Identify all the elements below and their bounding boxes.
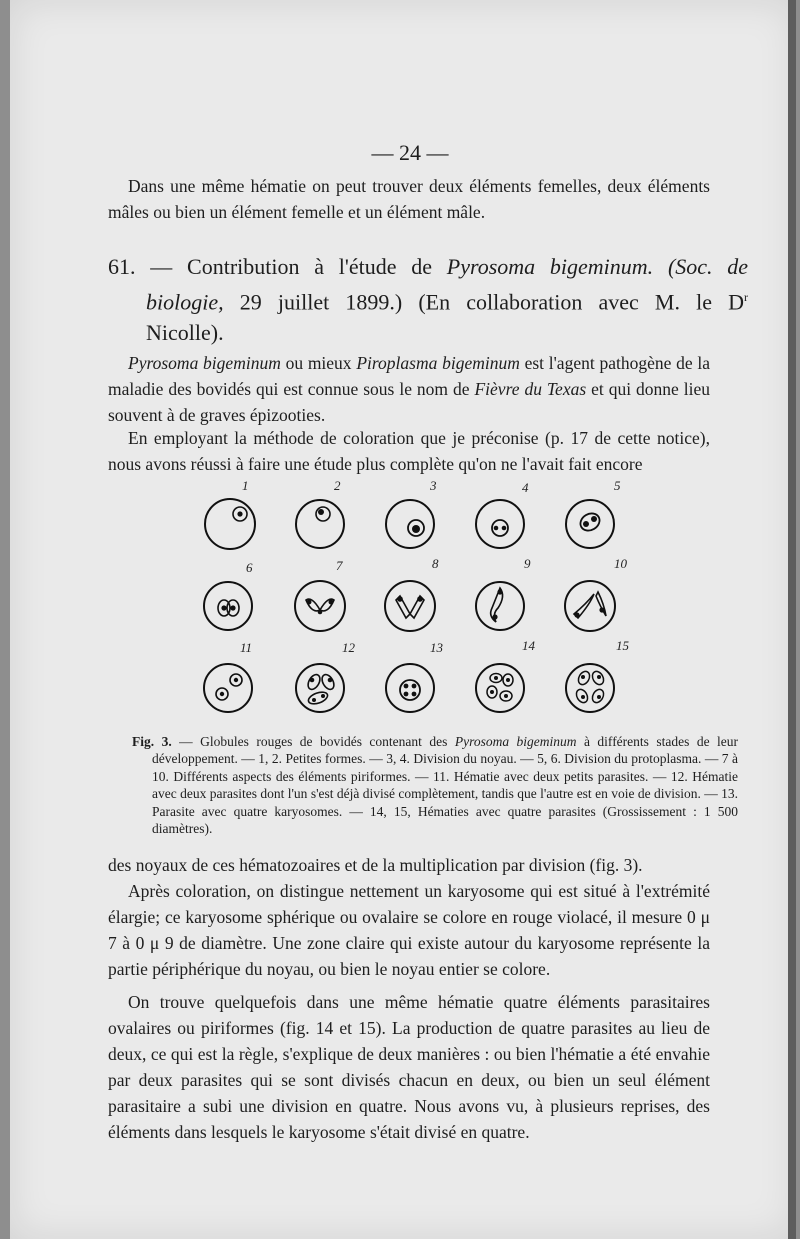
cell-1 xyxy=(200,478,270,558)
cell-label-14: 14 xyxy=(522,638,535,653)
intro-paragraph: Dans une même hématie on peut trouver deux éléments femelles, deux éléments mâles ou bien un élément femelle et un élément mâle. xyxy=(108,176,710,222)
cell-label-10: 10 xyxy=(614,556,627,571)
caption-text1: — Globules rouges de bovidés contenant des xyxy=(171,734,455,749)
entry-title: Contribution à l'étude de xyxy=(187,254,432,279)
cell-3 xyxy=(380,478,450,558)
bibliography-entry xyxy=(108,251,748,348)
caption-fig-label: Fig. 3. xyxy=(132,734,172,749)
cell-label-11: 11 xyxy=(240,640,253,655)
cell-12 xyxy=(290,642,360,722)
entry-dr-sup: r xyxy=(744,290,749,304)
entry-date: 29 juillet 1899.) (En collaboration avec M. le xyxy=(239,289,712,315)
cell-15 xyxy=(560,638,630,722)
cell-label-7: 7 xyxy=(336,558,343,573)
entry-species: Pyrosoma bigeminum. xyxy=(446,254,654,279)
caption-species: Pyrosoma bigeminum xyxy=(454,734,577,749)
cell-label-9: 9 xyxy=(524,556,531,571)
cell-14 xyxy=(470,638,540,722)
entry-collaborator: Nicolle). xyxy=(146,320,224,346)
cell-label-13: 13 xyxy=(430,640,443,655)
cell-9 xyxy=(470,556,540,640)
para2-text1: ou mieux xyxy=(280,353,357,373)
cell-label-6: 6 xyxy=(246,560,253,575)
paragraph-four-parasites xyxy=(108,989,710,1145)
figure-caption xyxy=(132,733,738,837)
cell-10 xyxy=(560,556,630,640)
cell-2 xyxy=(290,478,360,558)
para3-text: En employant la méthode de coloration que je préconise (p. 17 de cette notice), nous avons réussi à faire une étude plus complète qu'on ne l'avait fait encore xyxy=(108,428,710,474)
cell-label-3: 3 xyxy=(430,478,437,493)
cell-6 xyxy=(200,560,270,640)
species-piroplasma: Piroplasma bigeminum xyxy=(356,353,520,373)
figure-blood-cells xyxy=(180,478,650,728)
para2-text3: et qui donne lieu souvent à de graves épizooties. xyxy=(108,379,710,425)
cell-7 xyxy=(290,560,360,640)
cell-11 xyxy=(200,642,270,722)
cell-label-5: 5 xyxy=(614,478,621,493)
page-number: — 24 — xyxy=(371,140,449,165)
cell-5 xyxy=(560,478,630,558)
cell-label-15: 15 xyxy=(616,638,629,653)
entry-journal: biologie, xyxy=(146,289,224,315)
caption-text2: à différents stades de leur développement. — 1, 2. Petites formes. — 3, 4. Division du noyau. — 5, 6. Division du protoplasma. — 7 à 10. Différents aspects des éléments piriformes. — 11. Hématie avec deux petits parasites. — 12. Hématie avec deux parasites dont l'un s'est déjà divisé complètement, tandis que l'autre est en voie de division. — 13. Parasite avec quatre karyosomes. — 14, 15, Hématies avec quatre parasites (Grossissement : 1 500 diamètres). xyxy=(152,734,739,837)
cell-13 xyxy=(380,642,450,722)
cell-label-2: 2 xyxy=(334,478,341,493)
para6-text: On trouve quelquefois dans une même hématie quatre éléments parasitaires ovalaires ou piriformes (fig. 14 et 15). La production de quatre parasites au lieu de deux, ce qui est la règle, s'explique de deux manières : ou bien l'hématie a été envahie par deux parasites qui se sont divisés chacun en deux, ou bien un seul élément parasitaire a subi une division en quatre. Nous avons vu, à plusieurs reprises, des éléments dans lesquels le karyosome s'était divisé en quatre. xyxy=(108,992,710,1142)
page-gutter-shadow xyxy=(788,0,796,1239)
cell-label-8: 8 xyxy=(432,556,439,571)
species-pyrosoma: Pyrosoma bigeminum xyxy=(128,353,281,373)
cell-label-12: 12 xyxy=(342,640,355,655)
cell-label-1: 1 xyxy=(242,478,249,493)
entry-journal-open: (Soc. de xyxy=(667,254,749,279)
disease-name: Fièvre du Texas xyxy=(474,379,587,399)
para5-text: Après coloration, on distingue nettement un karyosome qui est situé à l'extrémité élargie; ce karyosome sphérique ou ovalaire se colore en rouge violacé, il mesure 0 μ 7 à 0 μ 9 de diamètre. Une zone claire qui existe autour du karyosome représente la partie périphérique du noyau, ou bien le noyau entier se colore. xyxy=(108,881,710,979)
entry-number: 61. xyxy=(108,254,136,279)
entry-dash: — xyxy=(150,254,173,279)
cell-4 xyxy=(470,478,540,558)
paragraph-continuation xyxy=(108,852,710,982)
cell-8 xyxy=(380,556,450,640)
para2-text2: est l'agent pathogène de la maladie des bovidés qui est connue sous le nom de xyxy=(108,353,710,399)
paragraph-method xyxy=(108,425,710,477)
cell-label-4: 4 xyxy=(522,480,529,495)
entry-dr: D xyxy=(728,289,745,315)
para4-text: des noyaux de ces hématozoaires et de la multiplication par division (fig. 3). xyxy=(108,855,643,875)
paragraph-agent xyxy=(108,350,710,428)
document-page xyxy=(10,0,796,1239)
